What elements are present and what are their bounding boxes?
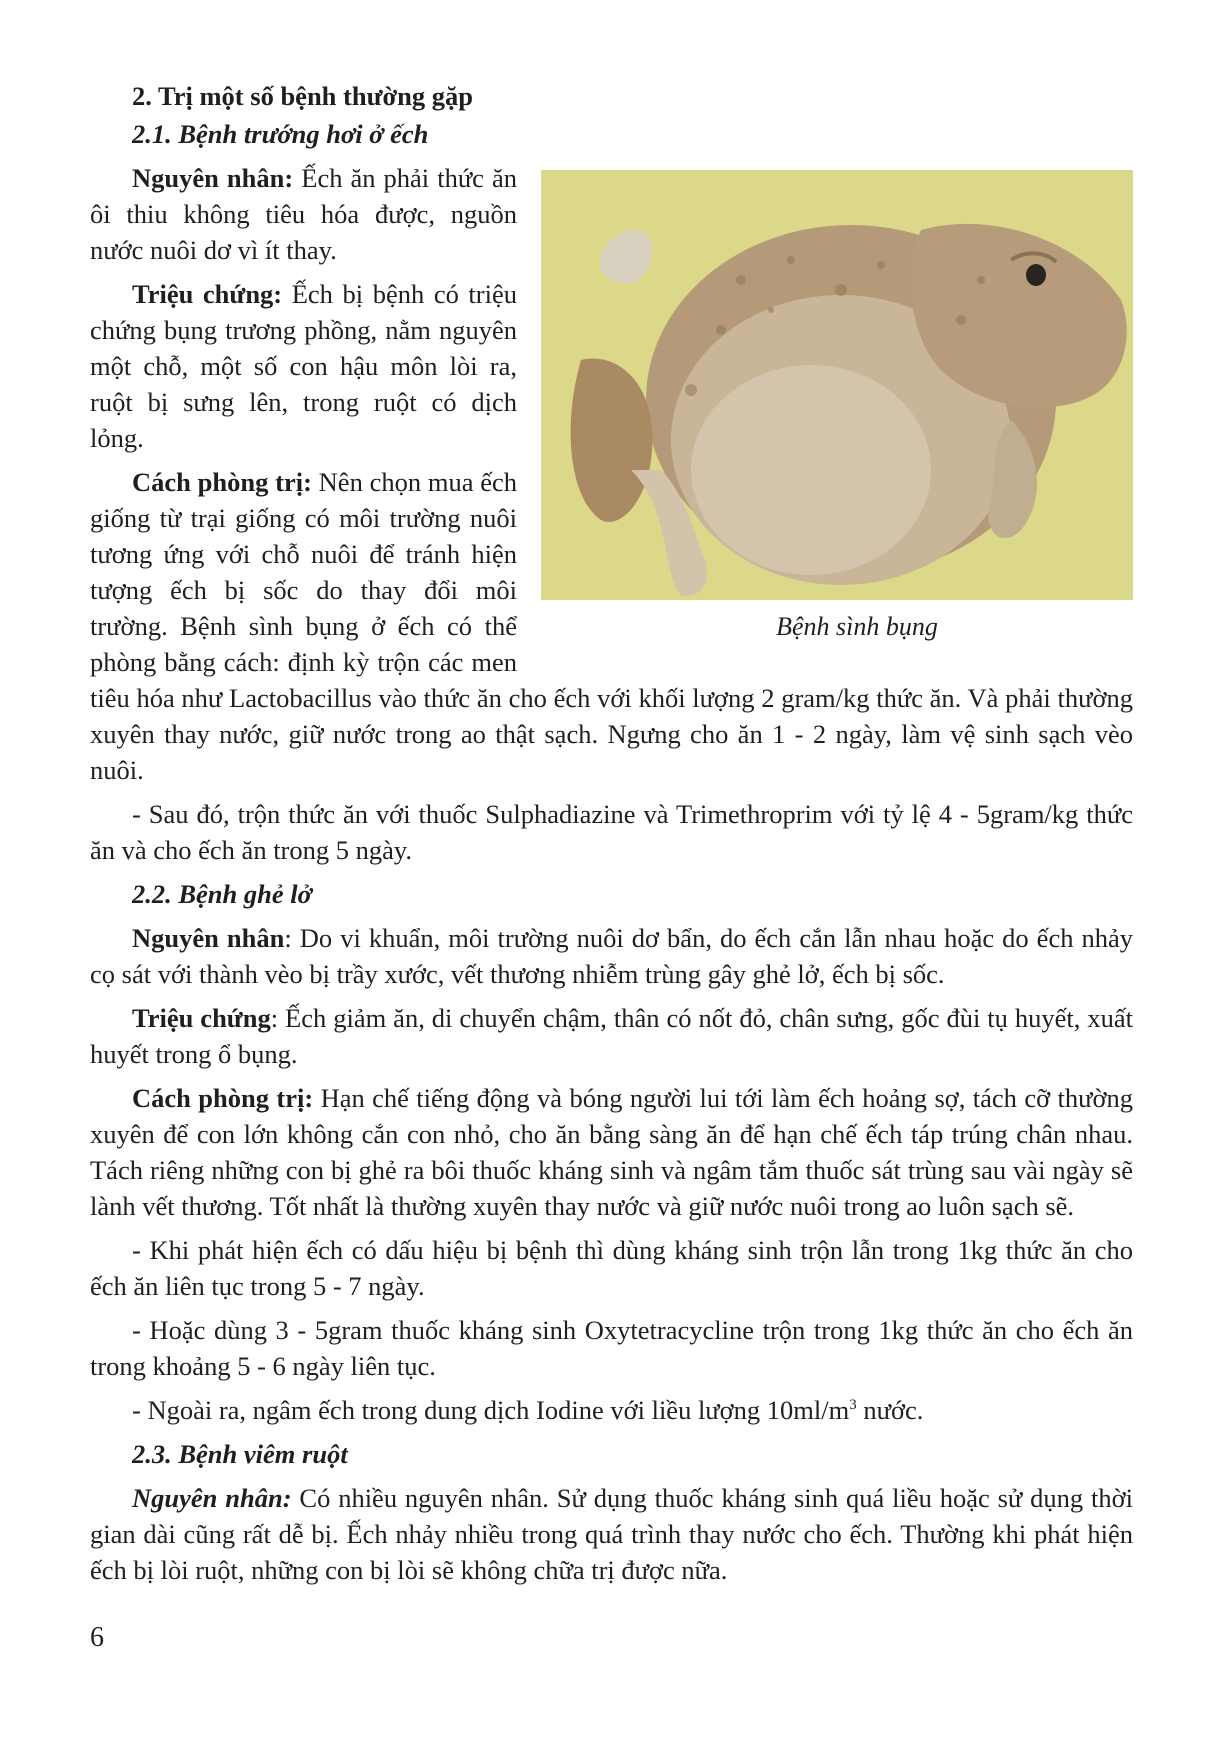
s22-cause-label: Nguyên nhân (132, 923, 285, 953)
s21-cause-text: Ếch ăn phải thức ăn ôi thiu không tiêu hóa được, nguồn nước nuôi dơ vì ít thay. (90, 163, 517, 265)
s22-bullet-3-text: - Ngoài ra, ngâm ếch trong dung dịch Iodine với liều lượng 10ml/m (132, 1395, 850, 1425)
s21-extra: - Sau đó, trộn thức ăn với thuốc Sulphadiazine và Trimethroprim với tỷ lệ 4 - 5gram/kg thức ăn và cho ếch ăn trong 5 ngày. (90, 799, 1133, 865)
s22-bullet-3-end: nước. (856, 1395, 924, 1425)
subsection-2-2-title: 2.2. Bệnh ghẻ lở (132, 879, 312, 909)
subsection-2-1-title: 2.1. Bệnh trướng hơi ở ếch (132, 119, 429, 149)
s22-bullet-3 (90, 1392, 1133, 1428)
superscript: 3 (849, 1397, 857, 1414)
figure (541, 170, 1133, 644)
page-number: 6 (90, 1622, 104, 1653)
s23-cause-text: Có nhiều nguyên nhân. Sử dụng thuốc kháng sinh quá liều hoặc sử dụng thời gian dài cũng rất dễ bị. Ếch nhảy nhiều trong quá trình thay nước cho ếch. Thường khi phát hiện ếch bị lòi ruột, những con bị lòi sẽ không chữa trị được nữa. (90, 1483, 1133, 1585)
page-content (90, 78, 1133, 1596)
s22-cause (90, 920, 1133, 992)
s22-treat-label: Cách phòng trị: (132, 1083, 314, 1113)
frog-photo (541, 170, 1133, 600)
s22-treat-text: Hạn chế tiếng động và bóng người lui tới làm ếch hoảng sợ, tách cỡ thường xuyên để con lớn không cắn con nhỏ, cho ăn bằng sàng ăn để hạn chế ếch táp trúng chân nhau. Tách riêng những con bị ghẻ ra bôi thuốc kháng sinh và ngâm tắm thuốc sát trùng sau vài ngày sẽ lành vết thương. Tốt nhất là thường xuyên thay nước và giữ nước nuôi trong ao luôn sạch sẽ. (90, 1083, 1133, 1221)
s21-cause-label: Nguyên nhân: (132, 163, 294, 193)
s23-cause (90, 1480, 1133, 1588)
subsection-2-3-title: 2.3. Bệnh viêm ruột (132, 1439, 348, 1469)
s23-cause-label: Nguyên nhân: (132, 1483, 292, 1513)
s21-symptom-label: Triệu chứng: (132, 279, 283, 309)
section-heading: 2. Trị một số bệnh thường gặp (132, 81, 474, 111)
s21-treat-label: Cách phòng trị: (132, 467, 312, 497)
s21-treat-text: Nên chọn mua ếch giống từ trại giống có môi trường nuôi tương ứng với chỗ nuôi để tránh hiện tượng ếch bị sốc do thay đổi môi trường. Bệnh sình bụng ở ếch có thể phòng bằng cách: định kỳ trộn các men tiêu hóa như Lactobacillus vào thức ăn cho ếch với khối lượng 2 gram/kg thức ăn. Và phải thường xuyên thay nước, giữ nước trong ao thật sạch. Ngưng cho ăn 1 - 2 ngày, làm vệ sinh sạch vèo nuôi. (90, 467, 1133, 785)
s21-symptom-text: Ếch bị bệnh có triệu chứng bụng trương phồng, nằm nguyên một chỗ, một số con hậu môn lòi ra, ruột bị sưng lên, trong ruột có dịch lỏng. (90, 279, 517, 453)
s22-cause-text: : Do vi khuẩn, môi trường nuôi dơ bẩn, do ếch cắn lẫn nhau hoặc do ếch nhảy cọ sát với thành vèo bị trầy xước, vết thương nhiễm trùng gây ghẻ lở, ếch bị sốc. (90, 923, 1133, 989)
s22-symptom (90, 1000, 1133, 1072)
figure-caption: Bệnh sình bụng (776, 612, 938, 641)
s22-bullet-2: - Hoặc dùng 3 - 5gram thuốc kháng sinh Oxytetracycline trộn trong 1kg thức ăn cho ếch ăn trong khoảng 5 - 6 ngày liên tục. (90, 1315, 1133, 1381)
s22-treatment (90, 1080, 1133, 1224)
s22-symptom-label: Triệu chứng (132, 1003, 271, 1033)
s22-symptom-text: : Ếch giảm ăn, di chuyển chậm, thân có nốt đỏ, chân sưng, gốc đùi tụ huyết, xuất huyết trong ổ bụng. (90, 1003, 1133, 1069)
s22-bullet-1: - Khi phát hiện ếch có dấu hiệu bị bệnh thì dùng kháng sinh trộn lẫn trong 1kg thức ăn cho ếch ăn liên tục trong 5 - 7 ngày. (90, 1235, 1133, 1301)
